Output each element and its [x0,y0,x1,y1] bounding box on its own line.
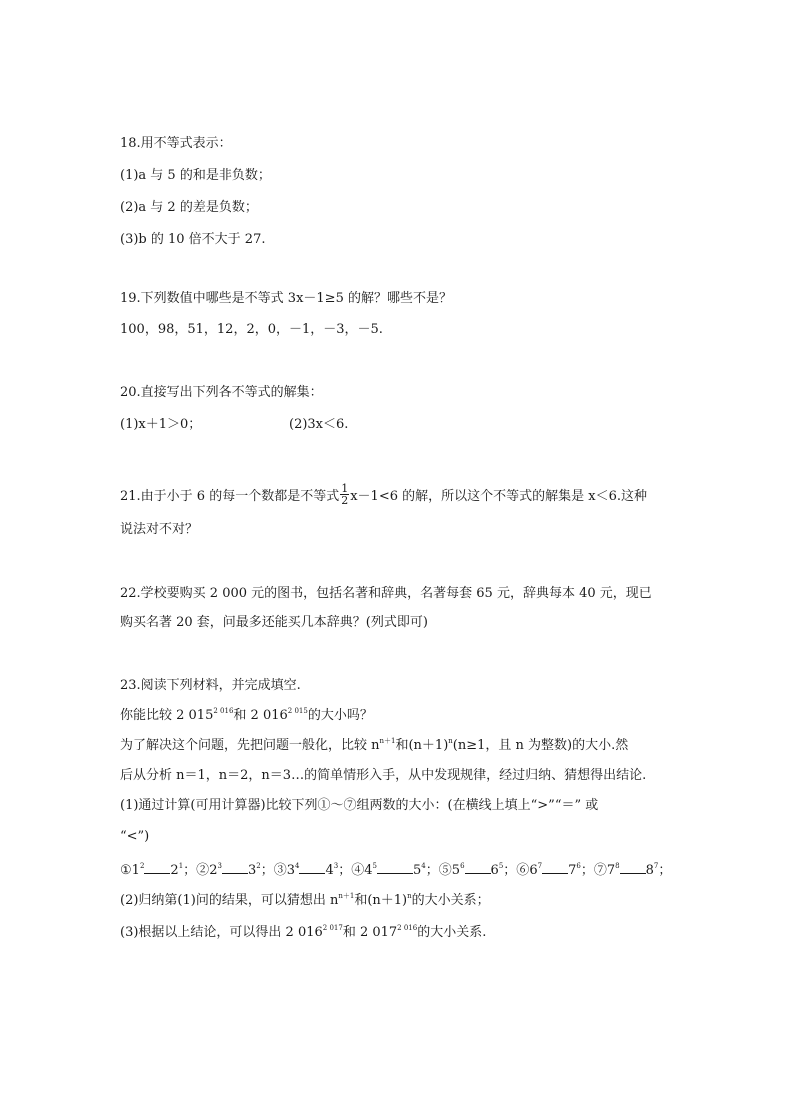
exponent: n [407,891,412,900]
pair-separator: ； [338,863,352,878]
exponent: 8 [615,861,620,870]
answer-blank[interactable] [299,862,325,874]
answer-blank[interactable] [377,862,413,874]
q21-text-before: 21.由于小于 6 的每一个数都是不等式 [120,489,340,504]
q23-part1-a: (1)通过计算(可用计算器)比较下列①～⑦组两数的大小：(在横线上填上“>”“＝” 或 [120,798,599,813]
q23-part3-c: 的大小关系. [417,925,487,940]
exponent: 4 [295,861,300,870]
comparison-pair [196,863,274,878]
q21-line1 [120,482,647,508]
q19-values: 100，98，51，12，2，0，－1，－3，－5. [120,322,383,337]
pair-base-left: 5 [451,863,461,878]
comparison-pair [516,863,594,878]
answer-blank[interactable] [222,862,248,874]
exponent: 2 [256,861,261,870]
q23-part3-a: (3)根据以上结论，可以得出 2 016 [120,925,323,940]
q23-intro-b: 和(n＋1) [395,738,449,753]
q22-line2: 购买名著 20 套，问最多还能买几本辞典？(列式即可) [120,615,428,630]
exponent: 7 [653,861,659,870]
comparison-pair [120,863,196,878]
q23-compare-b: 和 2 016 [233,708,288,723]
q21-fraction [340,483,349,506]
pair-base-right: 8 [645,863,654,878]
exponent: 2 016 [397,923,418,932]
q23-compare [120,708,373,724]
exponent: 5 [372,861,377,870]
pair-marker: ④ [351,863,365,878]
pair-separator: ； [658,863,672,878]
pair-base-left: 4 [364,863,373,878]
fraction-numerator: 1 [341,482,349,495]
exponent: 7 [537,861,543,870]
pair-base-left: 3 [286,863,295,878]
q21-line2: 说法对不对？ [120,522,199,537]
pair-base-left: 1 [131,863,140,878]
exponent: 2 016 [213,706,234,715]
q19-title: 19.下列数值中哪些是不等式 3x－1≥5 的解？哪些不是？ [120,291,452,306]
q18-item-1: (1)a 与 5 的和是非负数； [120,168,271,183]
answer-blank[interactable] [620,862,646,874]
q23-part2-a: (2)归纳第(1)问的结果，可以猜想出 n [120,893,339,908]
pair-base-right: 4 [325,863,334,878]
q21-text-after: x－1<6 的解，所以这个不等式的解集是 x＜6.这种 [350,489,647,504]
pair-marker: ① [120,863,132,878]
comparison-pair [274,863,352,878]
pair-base-right: 7 [568,863,577,878]
pair-base-left: 7 [606,863,616,878]
q20-part2: (2)3x＜6. [289,417,349,432]
exponent: 2 015 [287,706,308,715]
comparison-pair [594,863,672,878]
exponent: 2 017 [322,923,343,932]
q23-analysis: 后从分析 n＝1，n＝2，n＝3…的简单情形入手，从中发现规律，经过归纳、猜想得出结论. [120,768,647,783]
pair-marker: ② [196,863,210,878]
q23-compare-end: 的大小吗？ [307,708,373,723]
pair-marker: ⑥ [516,863,530,878]
pair-separator: ； [580,863,594,878]
q20-title: 20.直接写出下列各不等式的解集： [120,385,323,400]
comparison-pair [351,863,439,878]
pair-separator: ； [183,863,197,878]
pair-marker: ⑤ [438,863,452,878]
q23-pairs-row [120,862,671,879]
pair-base-right: 6 [490,863,499,878]
exponent: 4 [421,861,426,870]
exponent: 3 [217,861,222,870]
q23-part3 [120,925,486,941]
answer-blank[interactable] [144,862,170,874]
q23-part1-b: “<”) [120,829,150,844]
pair-separator: ； [425,863,439,878]
q18-title: 18.用不等式表示： [120,136,232,151]
q23-intro-a: 为了解决这个问题，先把问题一般化，比较 n [120,738,380,753]
exponent: 3 [333,861,339,870]
q23-intro-c: (n≥1，且 n 为整数)的大小.然 [452,738,629,753]
exponent: n [448,736,453,745]
answer-blank[interactable] [542,862,568,874]
q23-title: 23.阅读下列材料，并完成填空. [120,678,301,693]
answer-blank[interactable] [465,862,491,874]
exponent: 5 [498,861,504,870]
pair-separator: ； [503,863,517,878]
exponent: 6 [460,861,465,870]
q18-item-3: (3)b 的 10 倍不大于 27. [120,232,266,247]
q23-part2-b: 和(n＋1) [354,893,408,908]
q23-part2-c: 的大小关系； [411,893,490,908]
comparison-pair [439,863,517,878]
pair-marker: ⑦ [593,863,607,878]
q23-intro [120,738,628,754]
exponent: n＋1 [338,891,355,900]
exponent: n＋1 [379,736,396,745]
pair-base-left: 2 [209,863,218,878]
q18-item-2: (2)a 与 2 的差是负数； [120,200,258,215]
pair-marker: ③ [273,863,287,878]
q23-compare-a: 你能比较 2 015 [120,708,214,723]
q23-part3-b: 和 2 017 [342,925,398,940]
exponent: 2 [139,861,145,870]
pair-base-right: 3 [247,863,257,878]
q23-part2 [120,893,490,909]
fraction-denominator: 2 [341,494,349,507]
q20-part1: (1)x＋1＞0； [120,417,202,432]
pair-separator: ； [260,863,274,878]
pair-base-left: 6 [529,863,538,878]
pair-base-right: 5 [413,863,422,878]
exponent: 6 [576,861,581,870]
pair-base-right: 2 [170,863,179,878]
q22-line1: 22.学校要购买 2 000 元的图书，包括名著和辞典，名著每套 65 元，辞典每本 40 元，现已 [120,586,652,601]
exponent: 1 [178,861,184,870]
